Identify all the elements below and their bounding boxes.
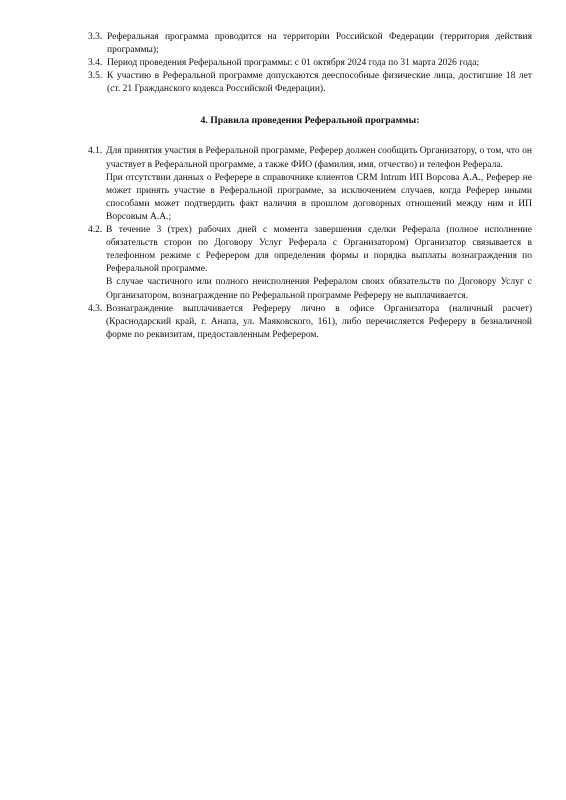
clause-3-5 (88, 70, 532, 96)
clause-number: 4.3. (88, 303, 103, 314)
clause-number: 3.5. (88, 71, 103, 82)
clause-paragraph: В случае частичного или полного неисполнения Рефералом своих обязательств по Договору Услуг с Организатором, вознаграждение по Реферальной программе Рефереру не выплачивается. (106, 277, 532, 301)
section-heading: 4. Правила проведения Реферальной программы: (200, 115, 420, 127)
clause-4-1 (88, 145, 532, 224)
clause-paragraph: Вознаграждение выплачивается Рефереру лично в офисе Организатора (наличный расчет) (Краснодарский край, г. Анапа, ул. Маяковского, 161), либо перечисляется Рефереру в безналичной форме по реквизитам, предоставленным Реферером. (106, 303, 532, 340)
clause-number: 3.4. (88, 58, 103, 69)
clause-paragraph: Для принятия участия в Реферальной программе, Реферер должен сообщить Организатору, о том, что он участвует в Реферальной программе, а также ФИО (фамилия, имя, отчество) и телефон Реферала. (106, 146, 532, 170)
clause-paragraph: При отсутствии данных о Реферере в справочнике клиентов CRM Intrum ИП Ворсова А.А., Реферер не может принять участие в Реферальной программе, за исключением случаев, когда Реферер иными способами может подтвердить факт наличия в прошлом договорных отношений между ним и ИП Ворсовым А.А.; (106, 172, 532, 222)
clause-text: К участию в Реферальной программе допускаются дееспособные физические лица, достигшие 18 лет (ст. 21 Гражданского кодекса Российской Федерации). (107, 71, 532, 95)
clause-4-3 (88, 303, 532, 342)
clause-paragraph: В течение 3 (трех) рабочих дней с момента завершения сделки Реферала (полное исполнение обязательств сторон по Договору Услуг Реферала с Организатором) Организатор связывается в телефонном режиме с Реферером для определения формы и порядка выплаты вознаграждения по Реферальной программе. (106, 225, 532, 275)
clause-text: Период проведения Реферальной программы: с 01 октября 2024 года по 31 марта 2026 года; (107, 58, 480, 69)
clause-4-2 (88, 224, 532, 303)
clause-number: 4.2. (88, 225, 103, 236)
document-content (88, 31, 532, 342)
clause-text: Реферальная программа проводится на территории Российской Федерации (территория действия программы); (107, 32, 532, 56)
clause-3-4 (88, 57, 532, 70)
clause-number: 4.1. (88, 146, 103, 157)
clause-number: 3.3. (88, 32, 103, 42)
clause-3-3 (88, 31, 532, 57)
